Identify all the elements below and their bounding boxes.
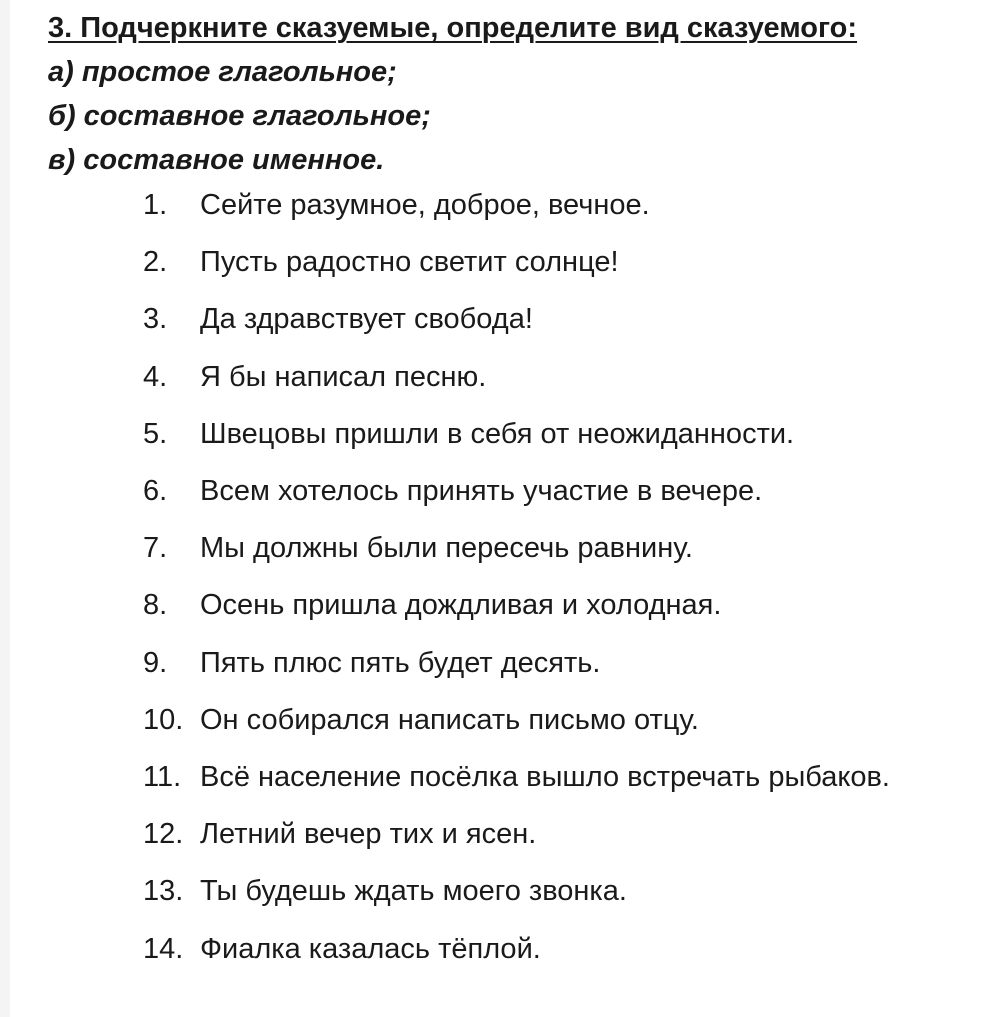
item-number: 9. xyxy=(143,646,168,679)
list-item xyxy=(143,234,890,291)
item-number: 3. xyxy=(143,303,168,336)
list-item xyxy=(143,920,890,977)
item-number: 12. xyxy=(143,818,184,851)
item-text: Швецовы пришли в себя от неожиданности. xyxy=(200,417,795,450)
sentence-list xyxy=(143,177,890,978)
list-item xyxy=(143,520,890,577)
item-number: 4. xyxy=(143,360,168,393)
item-text: Пять плюс пять будет десять. xyxy=(200,646,601,679)
list-item xyxy=(143,291,890,348)
list-item xyxy=(143,463,890,520)
item-text: Летний вечер тих и ясен. xyxy=(200,818,537,851)
item-number: 7. xyxy=(143,532,168,565)
item-number: 8. xyxy=(143,589,168,622)
item-text: Фиалка казалась тёплой. xyxy=(200,932,541,965)
list-item xyxy=(143,577,890,634)
item-text: Да здравствует свобода! xyxy=(200,303,533,336)
list-item xyxy=(143,749,890,806)
item-text: Я бы написал песню. xyxy=(200,360,487,393)
item-text: Он собирался написать письмо отцу. xyxy=(200,703,699,736)
item-number: 5. xyxy=(143,417,168,450)
item-text: Всё население посёлка вышло встречать рыбаков. xyxy=(200,760,890,793)
list-item xyxy=(143,806,890,863)
list-item xyxy=(143,692,890,749)
item-text: Сейте разумное, доброе, вечное. xyxy=(200,189,650,222)
item-text: Мы должны были пересечь равнину. xyxy=(200,532,693,565)
item-number: 14. xyxy=(143,932,184,965)
task-header xyxy=(48,6,986,182)
item-number: 11. xyxy=(143,760,182,793)
item-number: 1. xyxy=(143,189,168,222)
list-item xyxy=(143,406,890,463)
task-title: 3. Подчеркните сказуемые, определите вид сказуемого: xyxy=(48,12,858,44)
item-number: 6. xyxy=(143,475,168,508)
item-text: Пусть радостно светит солнце! xyxy=(200,246,619,279)
item-text: Осень пришла дождливая и холодная. xyxy=(200,589,722,622)
list-item xyxy=(143,177,890,234)
option-b: б) составное глагольное; xyxy=(48,100,431,132)
item-number: 2. xyxy=(143,246,168,279)
list-item xyxy=(143,349,890,406)
option-a: а) простое глагольное; xyxy=(48,56,397,88)
item-text: Всем хотелось принять участие в вечере. xyxy=(200,475,763,508)
item-number: 13. xyxy=(143,875,184,908)
list-item xyxy=(143,635,890,692)
option-c: в) составное именное. xyxy=(48,144,385,176)
item-number: 10. xyxy=(143,703,184,736)
item-text: Ты будешь ждать моего звонка. xyxy=(200,875,627,908)
page-edge xyxy=(0,0,10,1017)
list-item xyxy=(143,863,890,920)
